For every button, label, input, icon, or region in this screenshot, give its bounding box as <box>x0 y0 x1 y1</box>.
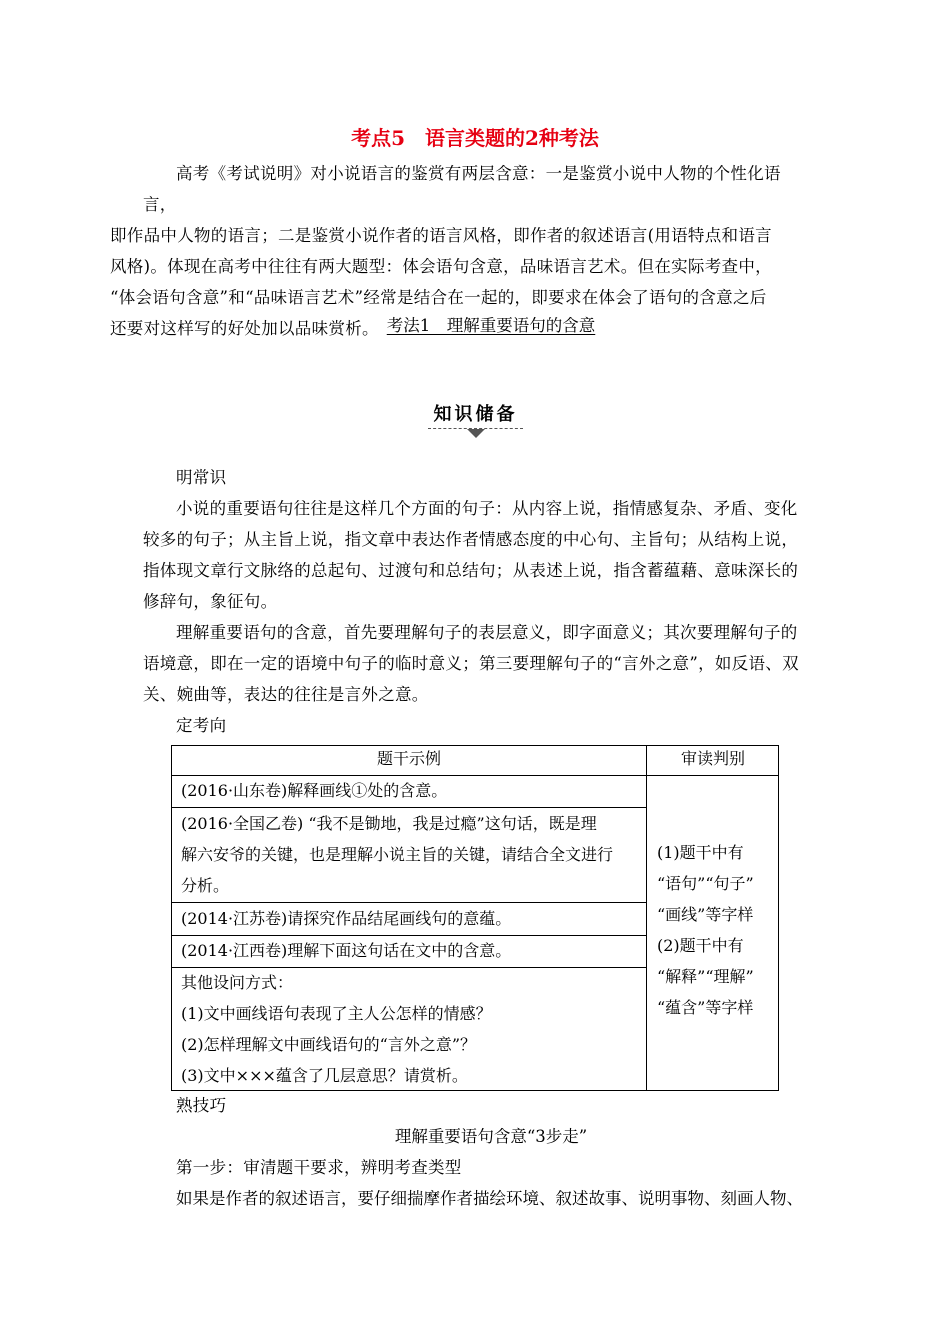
exam-table <box>171 745 779 1091</box>
row-line: 其他设问方式： <box>181 973 294 992</box>
para1-line: 指体现文章行文脉络的总起句、过渡句和总结句；从表述上说，指含蓄蕴藉、意味深长的 <box>143 561 799 580</box>
row-line: (3)文中×××蕴含了几层意思？请赏析。 <box>181 1066 468 1085</box>
intro-line: 还要对这样写的好处加以品味赏析。 <box>110 319 379 338</box>
para1-line: 小说的重要语句往往是这样几个方面的句子：从内容上说，指情感复杂、矛盾、变化 <box>176 499 798 518</box>
para2-line: 理解重要语句的含意，首先要理解句子的表层意义，即字面意义；其次要理解句子的 <box>176 623 798 642</box>
judge-line: “画线”等字样 <box>657 905 754 924</box>
step-1: 第一步：审清题干要求，辨明考查类型 <box>176 1158 462 1177</box>
judge-line: “解释”“理解” <box>657 967 754 986</box>
banner-text: 知识储备 <box>433 404 518 425</box>
section-heading-skill: 熟技巧 <box>176 1096 227 1115</box>
steps-title: 理解重要语句含意“3步走” <box>394 1127 588 1146</box>
row-line: (1)文中画线语句表现了主人公怎样的情感？ <box>181 1004 492 1023</box>
paragraph-2 <box>143 617 811 710</box>
table-row-2014-jiangsu: (2014·江苏卷)请探究作品结尾画线句的意蕴。 <box>181 909 512 928</box>
last-line: 如果是作者的叙述语言，要仔细揣摩作者描绘环境、叙述故事、说明事物、刻画人物、 <box>176 1189 803 1208</box>
row-line: (2)怎样理解文中画线语句的“言外之意”？ <box>181 1035 477 1054</box>
row-line: (2016·全国乙卷) “我不是锄地，我是过瘾”这句话，既是理 <box>181 814 597 833</box>
paragraph-1 <box>143 493 811 617</box>
para1-line: 修辞句，象征句。 <box>143 592 278 611</box>
row-line: 分析。 <box>181 876 230 895</box>
para2-line: 语境意，即在一定的语境中句子的临时意义；第三要理解句子的“言外之意”，如反语、双 <box>143 654 799 673</box>
intro-line: 即作品中人物的语言；二是鉴赏小说作者的语言风格，即作者的叙述语言(用语特点和语言 <box>110 226 772 245</box>
page-title: 考点5 语言类题的2种考法 <box>351 126 599 150</box>
table-row-2014-jiangxi: (2014·江西卷)理解下面这句话在文中的含意。 <box>181 941 512 960</box>
table-row-other-ways <box>181 967 492 1091</box>
table-header-example: 题干示例 <box>376 749 441 768</box>
judge-line: (1)题干中有 <box>657 843 744 862</box>
method-title: 考法1 理解重要语句的含意 <box>386 316 596 335</box>
judge-line: “蕴含”等字样 <box>657 998 754 1017</box>
table-header-judge: 审读判别 <box>680 749 745 768</box>
table-row-2016-quanguo <box>181 808 613 901</box>
section-heading-common: 明常识 <box>176 468 227 487</box>
judge-line: (2)题干中有 <box>657 936 744 955</box>
table-judge-cell <box>657 837 777 1023</box>
row-line: 解六安爷的关键，也是理解小说主旨的关键，请结合全文进行 <box>181 845 614 864</box>
knowledge-banner <box>428 400 523 438</box>
intro-line: 风格)。体现在高考中往往有两大题型：体会语句含意，品味语言艺术。但在实际考查中， <box>110 257 772 276</box>
judge-line: “语句”“句子” <box>657 874 754 893</box>
para2-line: 关、婉曲等，表达的往往是言外之意。 <box>143 685 429 704</box>
intro-line: 高考《考试说明》对小说语言的鉴赏有两层含意：一是鉴赏小说中人物的个性化语言， <box>143 164 781 214</box>
table-row-2016-shandong: (2016·山东卷)解释画线①处的含意。 <box>181 781 448 800</box>
para1-line: 较多的句子；从主旨上说，指文章中表达作者情感态度的中心句、主旨句；从结构上说， <box>143 530 799 549</box>
intro-line: “体会语句含意”和“品味语言艺术”经常是结合在一起的，即要求在体会了语句的含意之后 <box>110 288 767 307</box>
section-heading-direction: 定考向 <box>176 716 227 735</box>
down-triangle-icon <box>467 429 485 438</box>
